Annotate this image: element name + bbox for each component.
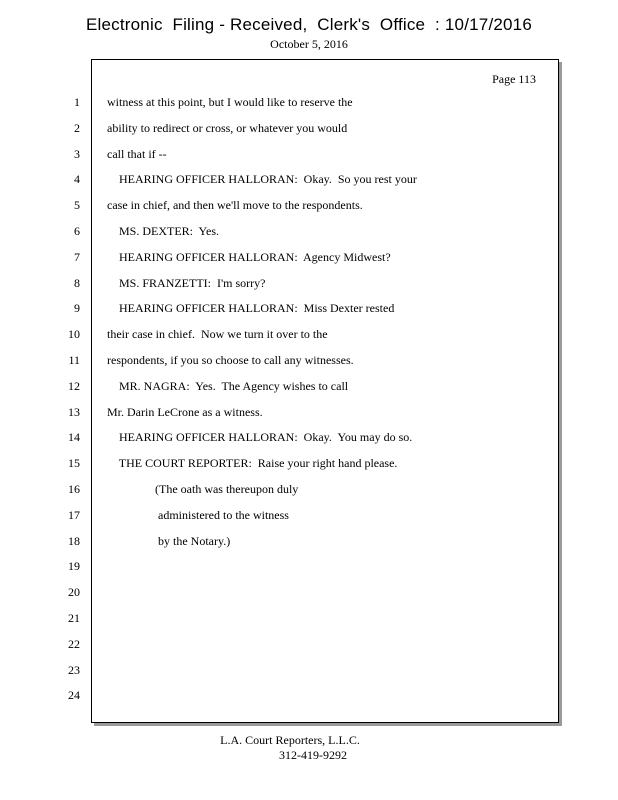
line-number: 4: [74, 172, 80, 186]
line-text: by the Notary.): [107, 534, 231, 548]
line-text: ability to redirect or cross, or whatever you would: [107, 121, 348, 135]
transcript-date: October 5, 2016: [270, 37, 348, 51]
line-number: 10: [68, 327, 80, 341]
line-number: 20: [68, 585, 80, 599]
line-number: 13: [68, 405, 80, 419]
line-number: 23: [68, 663, 80, 677]
line-text: THE COURT REPORTER: Raise your right hand please.: [107, 456, 398, 470]
line-number: 22: [68, 637, 80, 651]
reporter-company: L.A. Court Reporters, L.L.C.: [220, 733, 360, 747]
line-text: administered to the witness: [107, 508, 289, 522]
line-number: 11: [68, 353, 80, 367]
line-text: MS. DEXTER: Yes.: [107, 224, 220, 238]
line-number: 14: [68, 430, 80, 444]
line-number: 3: [74, 147, 80, 161]
filing-stamp: Electronic Filing - Received, Clerk's Office : 10/17/2016: [86, 15, 532, 34]
line-text: MR. NAGRA: Yes. The Agency wishes to call: [107, 379, 349, 393]
line-text: HEARING OFFICER HALLORAN: Agency Midwest?: [107, 250, 391, 264]
line-number: 18: [68, 534, 80, 548]
line-number: 6: [74, 224, 80, 238]
line-number: 17: [68, 508, 80, 522]
line-text: case in chief, and then we'll move to the respondents.: [107, 198, 363, 212]
line-text: HEARING OFFICER HALLORAN: Okay. You may do so.: [107, 430, 413, 444]
line-number: 7: [74, 250, 80, 264]
line-number: 19: [68, 559, 80, 573]
line-text: HEARING OFFICER HALLORAN: Okay. So you rest your: [107, 172, 417, 186]
line-number: 16: [68, 482, 80, 496]
line-number: 21: [68, 611, 80, 625]
line-text: MS. FRANZETTI: I'm sorry?: [107, 276, 266, 290]
line-number: 15: [68, 456, 80, 470]
line-number: 5: [74, 198, 80, 212]
line-number: 24: [68, 688, 80, 702]
line-number: 12: [68, 379, 80, 393]
line-number: 9: [74, 301, 80, 315]
line-text: HEARING OFFICER HALLORAN: Miss Dexter rested: [107, 301, 395, 315]
line-text: witness at this point, but I would like to reserve the: [107, 95, 353, 109]
line-number: 2: [74, 121, 80, 135]
line-number: 8: [74, 276, 80, 290]
line-text: Mr. Darin LeCrone as a witness.: [107, 405, 263, 419]
line-text: (The oath was thereupon duly: [107, 482, 299, 496]
line-text: call that if --: [107, 147, 167, 161]
line-text: respondents, if you so choose to call any witnesses.: [107, 353, 354, 367]
line-text: their case in chief. Now we turn it over to the: [107, 327, 328, 341]
page-number: Page 113: [492, 72, 536, 86]
line-number: 1: [74, 95, 80, 109]
reporter-phone: 312-419-9292: [279, 748, 347, 762]
